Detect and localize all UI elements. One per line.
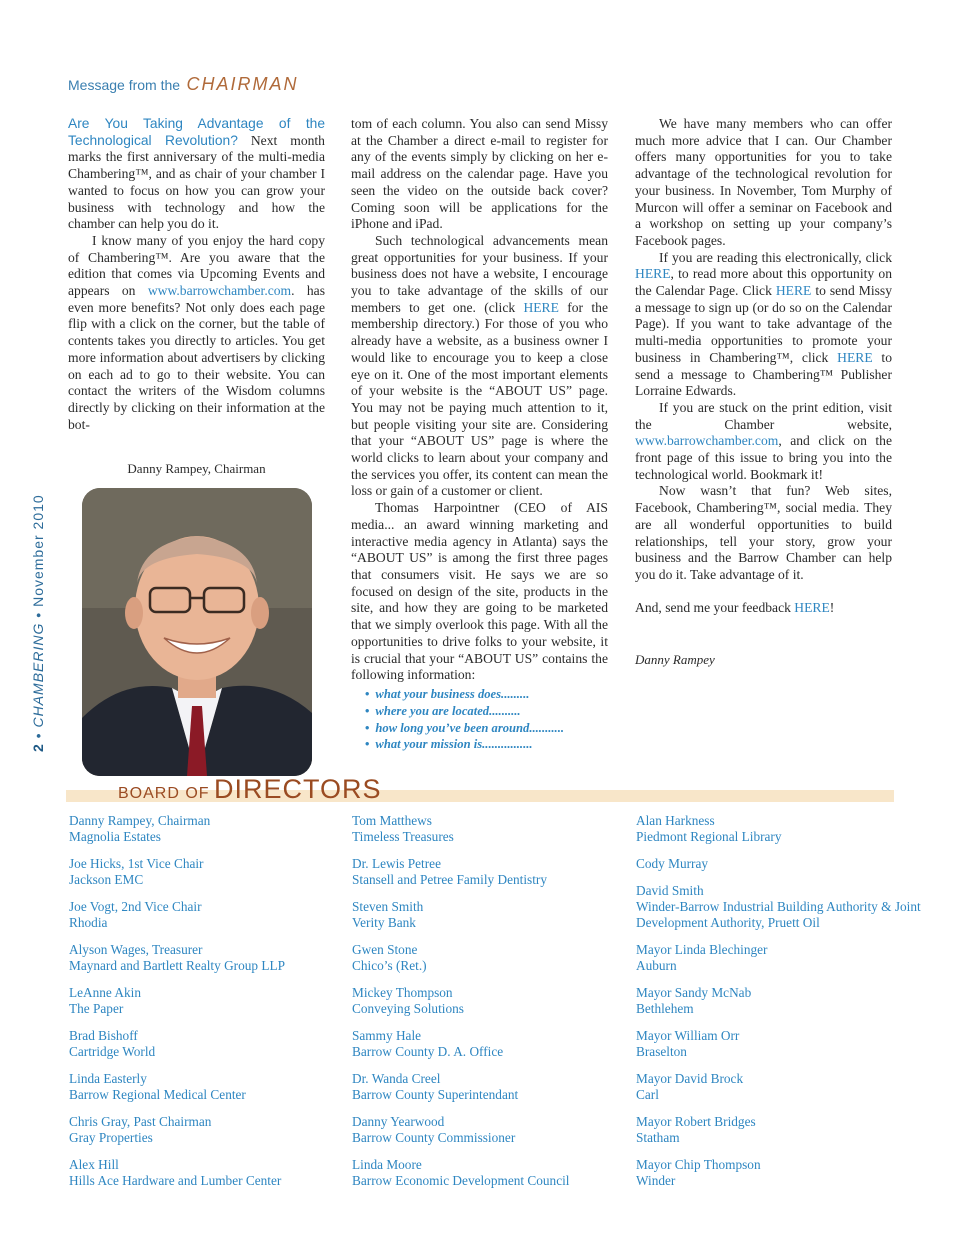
director-entry — [69, 942, 349, 974]
director-org: Cartridge World — [69, 1044, 156, 1059]
article-column-1 — [68, 116, 325, 776]
director-org: Verity Bank — [352, 915, 416, 930]
director-org: Barrow County D. A. Office — [352, 1044, 504, 1059]
director-entry — [636, 1157, 936, 1189]
calendar-link[interactable]: HERE — [635, 266, 671, 282]
header-prefix: Message from the — [68, 77, 181, 93]
director-entry — [69, 856, 349, 888]
director-entry — [636, 1071, 936, 1103]
director-entry — [352, 1114, 632, 1146]
page-number: 2 — [30, 743, 46, 752]
director-name: Mayor Sandy McNab — [636, 985, 752, 1000]
director-org: Maynard and Bartlett Realty Group LLP — [69, 958, 286, 973]
director-entry — [352, 813, 632, 845]
list-item: • how long you’ve been around........... — [365, 720, 608, 737]
director-name: Mayor William Orr — [636, 1028, 740, 1043]
paragraph-text: ! — [829, 599, 835, 615]
director-entry — [69, 1028, 349, 1060]
director-name: LeAnne Akin — [69, 985, 142, 1000]
paragraph: Now wasn’t that fun? Web sites, Facebook, Chambering™, social media. They are all wonderful opportunities to build relationships, tell your story, grow your business and the Barrow Chamber can help you do it. Take advantage of it. — [635, 483, 892, 582]
director-org: Stansell and Petree Family Dentistry — [352, 872, 547, 887]
director-org: Jackson EMC — [69, 872, 144, 887]
director-name: Danny Yearwood — [352, 1114, 445, 1129]
website-link[interactable]: www.barrowchamber.com — [635, 433, 779, 449]
director-org: The Paper — [69, 1001, 124, 1016]
director-entry — [69, 1114, 349, 1146]
membership-directory-link[interactable]: HERE — [523, 299, 559, 315]
director-name: Mickey Thompson — [352, 985, 453, 1000]
photo-caption: Danny Rampey, Chairman — [127, 461, 266, 477]
paragraph — [351, 233, 608, 500]
director-org: Rhodia — [69, 915, 108, 930]
list-item: • what your mission is................ — [365, 736, 608, 753]
directors-column-3 — [636, 813, 936, 1200]
director-entry — [636, 883, 936, 931]
section-header — [68, 74, 299, 95]
director-name: David Smith — [636, 883, 704, 898]
director-name: Mayor David Brock — [636, 1071, 744, 1086]
director-name: Linda Moore — [352, 1157, 422, 1172]
director-org: Gray Properties — [69, 1130, 153, 1145]
sidebar-separator: • — [30, 732, 46, 739]
list-item: • where you are located.......... — [365, 703, 608, 720]
director-org: Hills Ace Hardware and Lumber Center — [69, 1173, 282, 1188]
magazine-name: CHAMBERING — [30, 622, 46, 728]
page-sidebar — [30, 494, 46, 752]
director-entry — [636, 985, 936, 1017]
director-entry — [352, 1028, 632, 1060]
website-link[interactable]: www.barrowchamber.com — [147, 283, 292, 299]
paragraph: We have many members who can offer much more advice that I can. Our Chamber offers many opportunities for you to take advantage of the technological revolution for your business. In November, Tom Murphy of Murcon will offer a seminar on Facebook and a workshop on setting up your company’s Facebook pages. — [635, 116, 892, 248]
director-name: Dr. Lewis Petree — [352, 856, 441, 871]
director-name: Gwen Stone — [352, 942, 418, 957]
director-entry — [69, 985, 349, 1017]
board-title-main: DIRECTORS — [214, 774, 382, 804]
director-entry — [69, 813, 349, 845]
board-title-prefix: BOARD OF — [118, 785, 210, 802]
director-entry — [636, 942, 936, 974]
director-name: Mayor Chip Thompson — [636, 1157, 761, 1172]
director-entry — [352, 1071, 632, 1103]
paragraph-text: , and click on the front page of this issue to bring you into the technological world. Bookmark it! — [635, 433, 892, 482]
director-org: Barrow County Superintendant — [352, 1087, 519, 1102]
sidebar-separator: • — [30, 611, 46, 618]
director-name: Linda Easterly — [69, 1071, 147, 1086]
email-publisher-link[interactable]: HERE — [837, 349, 873, 365]
director-name: Joe Vogt, 2nd Vice Chair — [69, 899, 202, 914]
director-org: Piedmont Regional Library — [636, 829, 782, 844]
paragraph — [635, 400, 892, 484]
feedback-link[interactable]: HERE — [794, 599, 830, 615]
article-lead: Are You Taking Advantage of the Technological Revolution? — [68, 116, 325, 148]
paragraph — [635, 600, 892, 617]
paragraph-text: And, send me your feedback — [635, 599, 795, 615]
director-entry — [352, 985, 632, 1017]
paragraph — [68, 233, 325, 433]
issue-date: November 2010 — [30, 494, 46, 607]
director-org: Chico’s (Ret.) — [352, 958, 427, 973]
director-org: Winder-Barrow Industrial Building Authority & Joint Development Authority, Pruett Oil — [636, 899, 921, 930]
director-entry — [636, 813, 936, 845]
paragraph-text: to send a message to Chambering™ Publisher Lorraine Edwards. — [635, 349, 893, 399]
director-org: Barrow County Commissioner — [352, 1130, 516, 1145]
director-name: Sammy Hale — [352, 1028, 422, 1043]
director-entry — [69, 899, 349, 931]
paragraph-text: Such technological advancements mean great opportunities for your business. If your business does not have a website, I encourage you to take advantage of the skills of our members to get one. (click — [351, 232, 608, 315]
paragraph-text: , to read more about this opportunity on the Calendar Page. Click — [635, 266, 892, 299]
paragraph-text: . has even more benefits? Not only does each page flip with a click on the corner, but the table of contents takes you directly to articles. You get more information about advertisers by clicking on each ad to go to their website. You can contact the writers of the Wisdom columns directly by clicking on their information at the bot- — [68, 283, 325, 432]
paragraph: Thomas Harpointner (CEO of AIS media... an award winning marketing and interactive media agency in Atlanta) says the “ABOUT US” is among the first three pages that consumers visit. He says we are so focused on design of the site, products in the site, and how they are going to be marketed that we simply overlook this page. With all the opportunities to drive folks to your website, it is crucial that your “ABOUT US” contains the following information: — [351, 500, 608, 683]
paragraph-text: If you are stuck on the print edition, visit the Chamber website, — [635, 399, 892, 432]
paragraph-text: for the membership directory.) For those of you who already have a website, as a business owner I would like to encourage you to keep a close eye on it. One of the most important elements of your website is the “ABOUT US” page. You may not be paying much attention to it, but people visiting your site are. Considering that your “ABOUT US” page is where the world clicks to learn about your company and the services you offer, its content can mean the loss or gain of a customer or client. — [351, 299, 608, 499]
director-entry — [352, 942, 632, 974]
director-name: Chris Gray, Past Chairman — [69, 1114, 212, 1129]
director-name: Dr. Wanda Creel — [352, 1071, 441, 1086]
header-title: CHAIRMAN — [186, 74, 299, 94]
director-name: Mayor Linda Blechinger — [636, 942, 768, 957]
chairman-photo — [82, 488, 312, 776]
director-org: Magnolia Estates — [69, 829, 161, 844]
director-org: Auburn — [636, 958, 677, 973]
director-entry — [636, 1114, 936, 1146]
paragraph-text: Next month marks the first anniversary of the multi-media Chambering™, and as chair of your chamber I wanted to focus on how you can grow your business with technology and how the chamber can help you do it. — [68, 132, 325, 232]
director-name: Steven Smith — [352, 899, 424, 914]
director-org: Barrow Economic Development Council — [352, 1173, 570, 1188]
paragraph — [635, 250, 892, 400]
list-item: • what your business does......... — [365, 686, 608, 703]
director-name: Alan Harkness — [636, 813, 715, 828]
directors-column-2 — [352, 813, 632, 1200]
director-entry — [352, 856, 632, 888]
director-name: Danny Rampey, Chairman — [69, 813, 211, 828]
director-entry — [636, 856, 936, 872]
director-name: Alex Hill — [69, 1157, 119, 1172]
about-us-list — [365, 686, 608, 753]
director-name: Cody Murray — [636, 856, 709, 871]
paragraph-text: I know many of you enjoy the hard copy of Chambering™. Are you aware that the edition that comes via Upcoming Events and appears on — [68, 232, 325, 299]
directors-column-1 — [69, 813, 349, 1200]
director-entry — [352, 1157, 632, 1189]
article-column-3 — [635, 116, 892, 669]
director-org: Winder — [636, 1173, 676, 1188]
director-entry — [69, 1071, 349, 1103]
director-org: Barrow Regional Medical Center — [69, 1087, 246, 1102]
director-org: Braselton — [636, 1044, 687, 1059]
director-org: Bethlehem — [636, 1001, 694, 1016]
director-org: Conveying Solutions — [352, 1001, 464, 1016]
paragraph-text: to send Missy a message to sign up (or do so on the Calendar Page). If you want to take advantage of the multi-media opportunities to promote your business in Chambering™, click — [635, 283, 892, 365]
director-org: Timeless Treasures — [352, 829, 454, 844]
director-name: Mayor Robert Bridges — [636, 1114, 756, 1129]
director-name: Joe Hicks, 1st Vice Chair — [69, 856, 204, 871]
paragraph — [68, 116, 325, 233]
article-column-2 — [351, 116, 608, 753]
director-name: Tom Matthews — [352, 813, 432, 828]
director-org: Statham — [636, 1130, 680, 1145]
director-entry — [636, 1028, 936, 1060]
paragraph: tom of each column. You also can send Missy at the Chamber a direct e-mail to register for any of the events simply by clicking on her e-mail address on the calendar page. Have you seen the video on the outside back cover? Coming soon will be applications for the iPhone and iPad. — [351, 116, 608, 232]
signature: Danny Rampey — [635, 652, 715, 668]
email-missy-link[interactable]: HERE — [775, 283, 812, 299]
director-name: Brad Bishoff — [69, 1028, 138, 1043]
director-name: Alyson Wages, Treasurer — [69, 942, 203, 957]
director-entry — [69, 1157, 349, 1189]
director-entry — [352, 899, 632, 931]
board-title — [118, 774, 382, 805]
paragraph-text: If you are reading this electronically, click — [659, 249, 892, 265]
director-org: Carl — [636, 1087, 659, 1102]
